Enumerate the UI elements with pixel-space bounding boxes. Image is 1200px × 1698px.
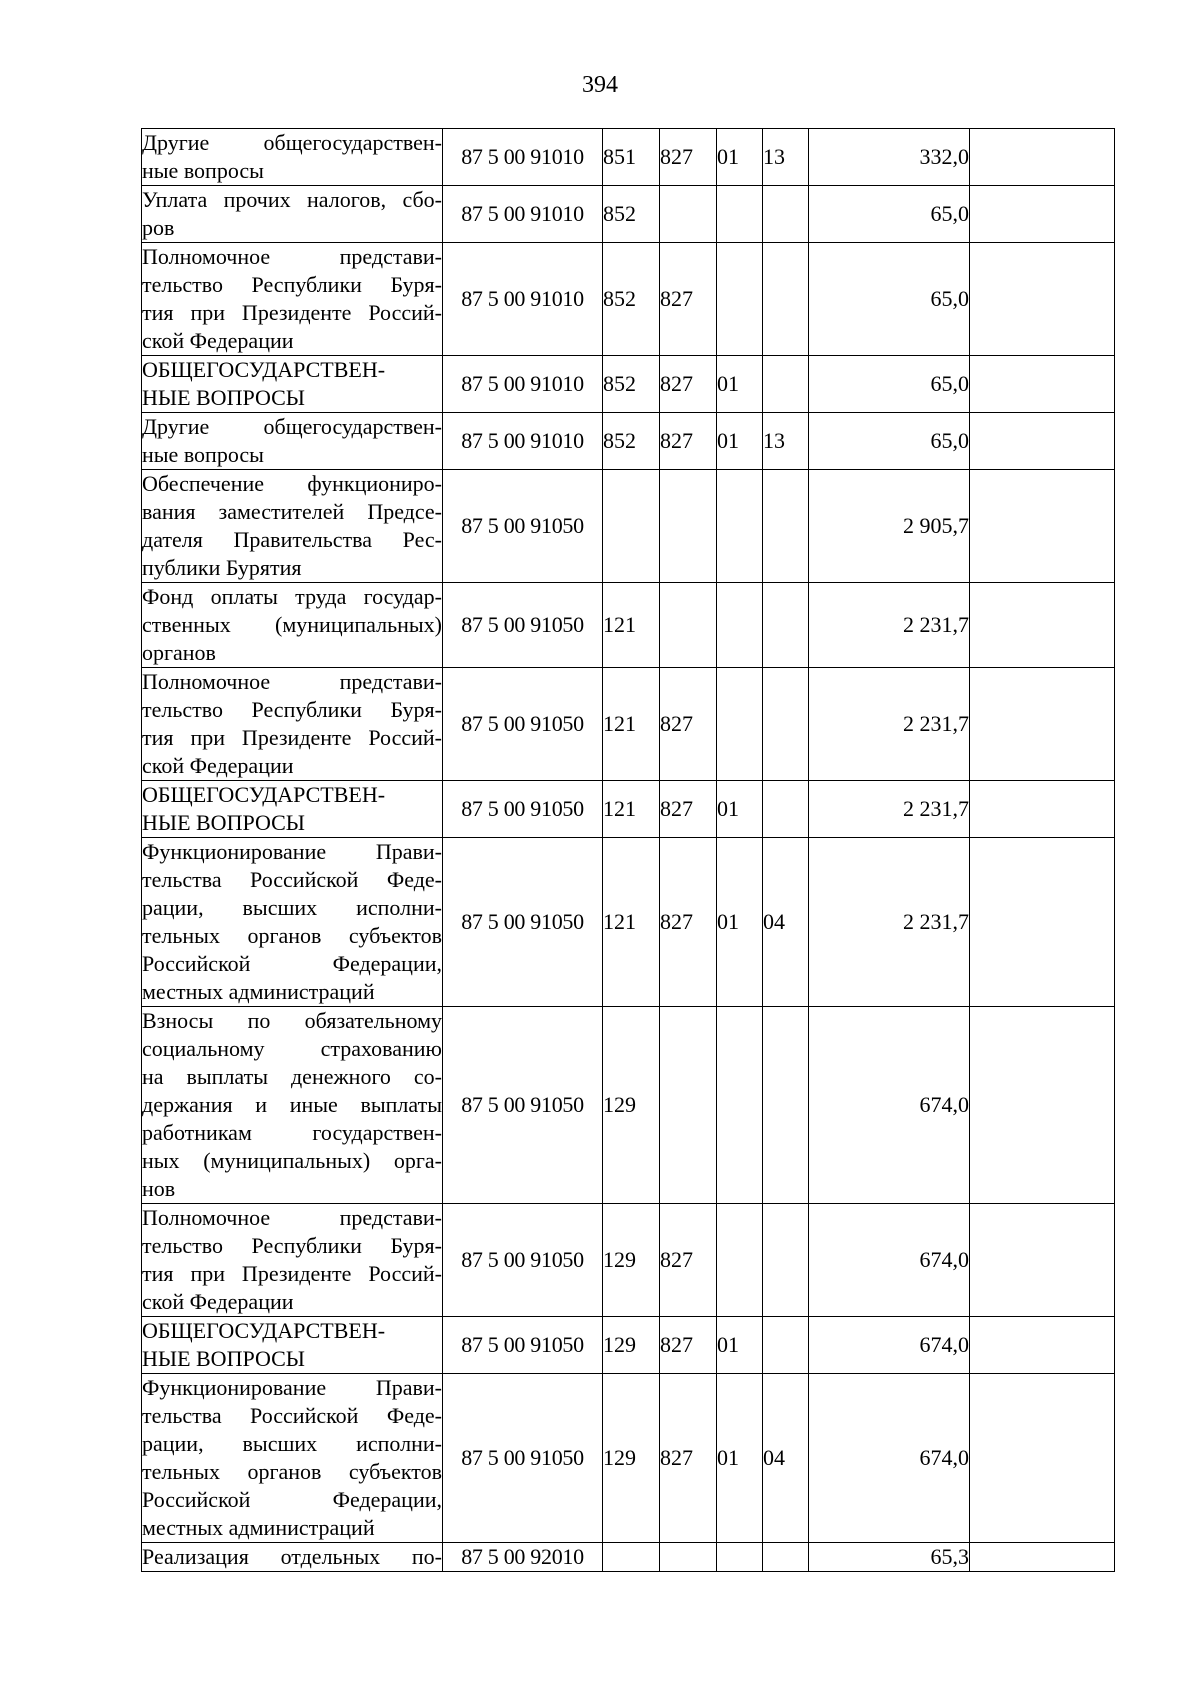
cell-expense-type: 852 [603,186,660,243]
cell-name [142,413,443,470]
cell-name [142,838,443,1007]
cell-name-line: ные вопросы [142,442,264,467]
table-row [142,838,1115,1007]
cell-admin-code [660,1007,717,1204]
cell-amount: 674,0 [809,1374,970,1543]
cell-name-line: ской Федерации [142,328,294,353]
cell-admin-code: 827 [660,781,717,838]
cell-subsection: 13 [763,413,809,470]
table-row [142,129,1115,186]
cell-expense-type: 852 [603,243,660,356]
cell-section: 01 [717,781,763,838]
cell-section: 01 [717,1374,763,1543]
cell-section [717,1204,763,1317]
cell-amount: 674,0 [809,1007,970,1204]
cell-target-code: 87 5 00 91050 [443,781,603,838]
cell-subsection [763,1543,809,1572]
cell-target-code: 87 5 00 91010 [443,186,603,243]
cell-amount: 2 231,7 [809,668,970,781]
cell-empty [970,1204,1115,1317]
cell-expense-type: 129 [603,1007,660,1204]
cell-amount: 65,0 [809,413,970,470]
cell-amount: 2 231,7 [809,838,970,1007]
cell-amount: 2 231,7 [809,781,970,838]
cell-target-code: 87 5 00 91050 [443,1374,603,1543]
cell-name [142,1543,443,1572]
table-row [142,781,1115,838]
cell-empty [970,1007,1115,1204]
cell-name [142,470,443,583]
cell-expense-type: 129 [603,1204,660,1317]
table-row [142,186,1115,243]
cell-name-line: Функционирование Прави- [142,839,442,864]
cell-admin-code: 827 [660,1374,717,1543]
cell-empty [970,838,1115,1007]
cell-empty [970,1543,1115,1572]
cell-expense-type: 852 [603,356,660,413]
table-body [142,129,1115,1572]
cell-amount: 2 905,7 [809,470,970,583]
cell-name-line: Полномочное представи- [142,244,442,269]
cell-name-line: Реализация отдельных по- [142,1544,442,1569]
cell-subsection [763,470,809,583]
cell-name [142,1204,443,1317]
cell-subsection [763,1317,809,1374]
cell-name-line: Функционирование Прави- [142,1375,442,1400]
cell-name-line: тельных органов субъектов [142,1459,442,1484]
table-row [142,1204,1115,1317]
cell-subsection: 04 [763,1374,809,1543]
cell-subsection: 13 [763,129,809,186]
cell-empty [970,413,1115,470]
cell-target-code: 87 5 00 91050 [443,838,603,1007]
cell-empty [970,583,1115,668]
cell-name [142,356,443,413]
cell-expense-type: 121 [603,838,660,1007]
cell-name-line: НЫЕ ВОПРОСЫ [142,810,305,835]
cell-section: 01 [717,356,763,413]
cell-subsection [763,1007,809,1204]
cell-section: 01 [717,413,763,470]
budget-table [141,128,1115,1572]
cell-name-line: ные вопросы [142,158,264,183]
cell-target-code: 87 5 00 91010 [443,243,603,356]
cell-name [142,1317,443,1374]
table-row [142,356,1115,413]
cell-admin-code [660,470,717,583]
cell-name-line: держания и иные выплаты [142,1092,442,1117]
cell-name [142,583,443,668]
table-row [142,470,1115,583]
table-row [142,1007,1115,1204]
cell-amount: 65,3 [809,1543,970,1572]
cell-amount: 2 231,7 [809,583,970,668]
cell-subsection [763,781,809,838]
cell-subsection [763,1204,809,1317]
cell-name [142,781,443,838]
table-row [142,1374,1115,1543]
cell-target-code: 87 5 00 91050 [443,1204,603,1317]
cell-expense-type: 129 [603,1374,660,1543]
cell-name-line: Другие общегосударствен- [142,414,442,439]
table-row [142,413,1115,470]
cell-name [142,668,443,781]
cell-name-line: местных администраций [142,1515,375,1540]
cell-amount: 674,0 [809,1317,970,1374]
cell-name-line: вания заместителей Предсе- [142,499,442,524]
cell-section [717,186,763,243]
cell-name-line: тия при Президенте Россий- [142,725,442,750]
cell-section [717,1543,763,1572]
cell-empty [970,668,1115,781]
cell-name-line: ской Федерации [142,753,294,778]
cell-name-line: ской Федерации [142,1289,294,1314]
cell-name-line: рации, высших исполни- [142,1431,442,1456]
cell-name-line: нов [142,1176,176,1201]
cell-section [717,470,763,583]
cell-name-line: тельства Российской Феде- [142,1403,442,1428]
cell-amount: 332,0 [809,129,970,186]
cell-name-line: ных (муниципальных) орга- [142,1148,442,1173]
table-row [142,668,1115,781]
cell-name [142,1374,443,1543]
cell-amount: 65,0 [809,356,970,413]
cell-name-line: тельство Республики Буря- [142,1233,442,1258]
cell-target-code: 87 5 00 91010 [443,129,603,186]
cell-name [142,1007,443,1204]
cell-empty [970,781,1115,838]
cell-empty [970,356,1115,413]
cell-subsection [763,668,809,781]
cell-name-line: органов [142,640,216,665]
cell-name-line: ОБЩЕГОСУДАРСТВЕН- [142,1318,386,1343]
page-number: 394 [582,72,618,98]
cell-target-code: 87 5 00 91050 [443,668,603,781]
cell-subsection [763,583,809,668]
cell-name [142,129,443,186]
cell-name-line: Обеспечение функциониро- [142,471,442,496]
cell-name-line: ров [142,215,175,240]
cell-name-line: тельства Российской Феде- [142,867,442,892]
cell-expense-type [603,1543,660,1572]
cell-expense-type: 852 [603,413,660,470]
cell-name [142,243,443,356]
cell-name-line: работникам государствен- [142,1120,442,1145]
cell-target-code: 87 5 00 91050 [443,470,603,583]
cell-expense-type [603,470,660,583]
cell-admin-code: 827 [660,668,717,781]
cell-admin-code: 827 [660,129,717,186]
cell-target-code: 87 5 00 91050 [443,1007,603,1204]
table-row [142,1317,1115,1374]
cell-name-line: тия при Президенте Россий- [142,300,442,325]
cell-section: 01 [717,129,763,186]
cell-name-line: Фонд оплаты труда государ- [142,584,442,609]
cell-section: 01 [717,838,763,1007]
cell-target-code: 87 5 00 91010 [443,356,603,413]
cell-empty [970,129,1115,186]
cell-expense-type: 129 [603,1317,660,1374]
table-row [142,1543,1115,1572]
cell-target-code: 87 5 00 91010 [443,413,603,470]
cell-expense-type: 121 [603,668,660,781]
cell-name-line: на выплаты денежного со- [142,1064,442,1089]
cell-admin-code [660,1543,717,1572]
cell-admin-code [660,583,717,668]
cell-name [142,186,443,243]
cell-name-line: тия при Президенте Россий- [142,1261,442,1286]
cell-subsection [763,356,809,413]
cell-section [717,668,763,781]
cell-section [717,243,763,356]
cell-name-line: НЫЕ ВОПРОСЫ [142,1346,305,1371]
cell-name-line: Уплата прочих налогов, сбо- [142,187,442,212]
table-row [142,243,1115,356]
cell-empty [970,243,1115,356]
cell-target-code: 87 5 00 92010 [443,1543,603,1572]
cell-empty [970,1317,1115,1374]
cell-expense-type: 121 [603,781,660,838]
cell-admin-code [660,186,717,243]
cell-name-line: Российской Федерации, [142,1487,442,1512]
cell-name-line: публики Бурятия [142,555,302,580]
cell-name-line: тельство Республики Буря- [142,272,442,297]
cell-name-line: дателя Правительства Рес- [142,527,442,552]
cell-name-line: Другие общегосударствен- [142,130,442,155]
cell-target-code: 87 5 00 91050 [443,1317,603,1374]
cell-name-line: ственных (муниципальных) [142,612,442,637]
cell-empty [970,186,1115,243]
cell-admin-code: 827 [660,1204,717,1317]
cell-subsection [763,186,809,243]
cell-section [717,1007,763,1204]
cell-name-line: тельных органов субъектов [142,923,442,948]
cell-admin-code: 827 [660,356,717,413]
cell-subsection [763,243,809,356]
cell-name-line: социальному страхованию [142,1036,442,1061]
cell-expense-type: 121 [603,583,660,668]
cell-name-line: Полномочное представи- [142,669,442,694]
cell-name-line: ОБЩЕГОСУДАРСТВЕН- [142,357,386,382]
cell-subsection: 04 [763,838,809,1007]
cell-name-line: местных администраций [142,979,375,1004]
cell-name-line: Полномочное представи- [142,1205,442,1230]
cell-empty [970,470,1115,583]
cell-section [717,583,763,668]
cell-admin-code: 827 [660,243,717,356]
table-row [142,583,1115,668]
cell-name-line: тельство Республики Буря- [142,697,442,722]
cell-name-line: Российской Федерации, [142,951,442,976]
cell-name-line: рации, высших исполни- [142,895,442,920]
cell-amount: 674,0 [809,1204,970,1317]
cell-section: 01 [717,1317,763,1374]
cell-amount: 65,0 [809,243,970,356]
cell-empty [970,1374,1115,1543]
cell-admin-code: 827 [660,838,717,1007]
cell-name-line: ОБЩЕГОСУДАРСТВЕН- [142,782,386,807]
cell-amount: 65,0 [809,186,970,243]
cell-admin-code: 827 [660,1317,717,1374]
cell-name-line: НЫЕ ВОПРОСЫ [142,385,305,410]
cell-admin-code: 827 [660,413,717,470]
cell-expense-type: 851 [603,129,660,186]
cell-name-line: Взносы по обязательному [142,1008,442,1033]
cell-target-code: 87 5 00 91050 [443,583,603,668]
